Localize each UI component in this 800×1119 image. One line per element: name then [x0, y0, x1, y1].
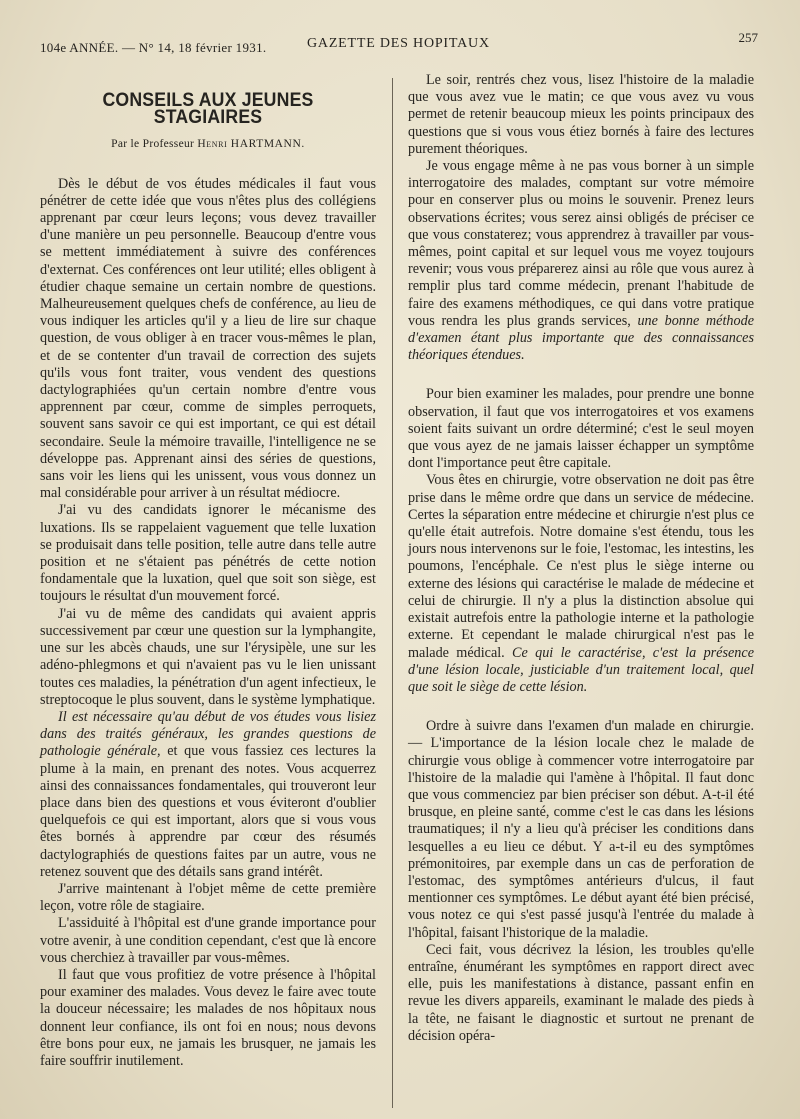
paragraph: J'ai vu des candidats ignorer le mécanisme des luxations. Ils se rappelaient vaguement que telle luxation se produisait dans telle position, telle autre dans telle autre position et ne s'étaient pas pénétrés de cette notion fondamentale que la luxation, quel que soit son siège, est toujours le résultat d'un mouvement forcé.: [40, 502, 376, 605]
section-heading: Ordre à suivre dans l'examen d'un malade en chirurgie.: [426, 718, 754, 735]
byline-prefix: Par le Professeur: [111, 138, 195, 151]
paragraph: [408, 158, 754, 364]
paragraph: Ceci fait, vous décrivez la lésion, les troubles qu'elle entraîne, énumérant les symptômes en rapport direct avec elle, puis les manifestations à distance, passant enfin en revue les divers appareils, examinant le malade des pieds à la tête, ne faisant le diagnostic et surtout ne prenant de décision opéra-: [408, 941, 754, 1044]
paragraph: Il faut que vous profitiez de votre présence à l'hôpital pour examiner des malades. Vous devez le faire avec toute la douceur nécessaire; les malades de nos hôpitaux nous donnent leur confiance, ils ont foi en nous; nous devons être bons pour eux, ne jamais les brusquer, ne jamais les faire souffrir inutilement.: [40, 966, 376, 1069]
paragraph-text: Je vous engage même à ne pas vous borner à un simple interrogatoire des malades, comptant sur votre mémoire pour en conserver plus ou moins le souvenir. Prenez leurs observations écrites; vous serez ainsi obligés de préciser ce que vous constaterez; vous apprendrez à travailler par vous-mêmes, point capital et sur lequel vous me voyez toujours revenir; vous vous préparerez ainsi au rôle que vous aurez à remplir plus tard comme médecin, prenant l'habitude de faire des examens méthodiques, ce qui dans votre pratique vous rendra les plus grands services,: [408, 158, 754, 329]
right-column: [408, 72, 754, 1045]
page-number: 257: [738, 30, 758, 45]
journal-name: GAZETTE DES HOPITAUX: [307, 36, 490, 51]
paragraph-text: — L'importance de la lésion locale chez le malade de chirurgie vous oblige à commencer votre interrogatoire par l'histoire de la maladie qui l'amène à l'hôpital. Il faut donc que vous commenciez par bien préciser son début. A-t-il été brusque, en pleine santé, comme c'est le cas dans les lésions traumatiques; il n'y a lieu qu'à préciser les conditions dans lesquelles a eu lieu ce début. Y a-t-il eu des symptômes prémonitoires, par exemple dans un cas de perforation de l'estomac, des symptômes antérieurs d'ulcus, il faut mentionner ces symptômes. Le début ayant été bien précisé, vous notez ce qui s'est passé jusqu'à l'entrée du malade à l'hôpital, faisant l'historique de la maladie.: [408, 735, 754, 941]
column-divider: [392, 78, 393, 1108]
paragraph: L'assiduité à l'hôpital est d'une grande importance pour votre avenir, à une condition cependant, c'est que là encore vous cherchiez à travailler par vous-mêmes.: [40, 915, 376, 966]
paragraph: Dès le début de vos études médicales il faut vous pénétrer de cette idée que vous n'êtes plus des collégiens apprenant par cœur leurs leçons; vous devez travailler d'une manière un peu personnelle. Beaucoup d'entre vous se mettent immédiatement à suivre des conférences d'externat. Ces conférences ont leur utilité; elles obligent à étudier chaque semaine un certain nombre de questions. Malheureusement quelques chefs de conférence, au lieu de vous indiquer les articles qu'il y a lieu de lire sur chaque question, de vous obliger à en tracer vous-mêmes le plan, et de se contenter d'un travail de correction des sujets qu'ils vous font traiter, vous vendent des questions dactylographiées qu'un certain nombre d'entre vous apprennent par cœur, comme de simples perroquets, souvent sans savoir ce qui est important, ce qui est détail secondaire. Seule la mémoire travaille, l'intelligence ne se développe pas. Apprenant ainsi des séries de questions, sans voir les liens qui les unissent, vous vous donnez un mal considérable pour arriver à un résultat médiocre.: [40, 175, 376, 502]
author-name: Henri HARTMANN.: [197, 138, 305, 151]
paragraph: [408, 472, 754, 696]
italic-emphasis: une bonne méthode d'examen étant plus importante que des connaissances théoriques étendues.: [408, 312, 754, 364]
page-header: [40, 30, 758, 54]
article-byline: [40, 136, 376, 153]
issue-info: 104e ANNÉE. — N° 14, 18 février 1931.: [40, 40, 267, 55]
paragraph-text: Vous êtes en chirurgie, votre observation ne doit pas être prise dans le même ordre que dans un service de médecine. Certes la séparation entre médecine et chirurgie n'est plus ce qu'elle était autrefois. Notre domaine s'est étendu, tous les jours nous intervenons sur le foie, l'estomac, les intestins, les poumons, l'encéphale. Ce n'est plus le siège interne ou externe des lésions qui caractérise le malade de médecine et celui de chirurgie. Il n'y a plus la distinction absolue qui existait autrefois entre la pathologie interne et la pathologie externe. Et cependant le malade chirurgical n'est pas le malade médical.: [408, 472, 754, 661]
italic-emphasis: Il est nécessaire qu'au début de vos études vous lisiez dans des traités généraux, les grandes questions de pathologie générale,: [40, 708, 376, 760]
paragraph: [40, 709, 376, 881]
paragraph-text: et que vous fassiez ces lectures la plume à la main, en prenant des notes. Vous acquerrez ainsi des connaissances fondamentales, qui trouveront leur place dans bien des questions et vous éviteront d'oublier quelquefois ce qui est important, alors que si vous vous êtes bornés à apprendre par cœur des résumés dactylographiés de questions faites par un autre, vous ne retenez souvent que des détails sans grand intérêt.: [40, 743, 376, 880]
left-column: [40, 72, 376, 1070]
paragraph: [408, 718, 754, 942]
italic-emphasis: Ce qui le caractérise, c'est la présence d'une lésion locale, justiciable d'un traitement local, quel que soit le siège de cette lésion.: [408, 644, 754, 695]
article-title: CONSEILS AUX JEUNES STAGIAIRES: [102, 90, 314, 129]
paragraph: Pour bien examiner les malades, pour prendre une bonne observation, il faut que vos interrogatoires et vos examens soient faits suivant un ordre déterminé; c'est le seul moyen que vous ayez de ne jamais laisser échapper un symptôme dont l'importance peut être capitale.: [408, 386, 754, 472]
paragraph: J'ai vu de même des candidats qui avaient appris successivement par cœur une question sur la lymphangite, une sur les abcès chauds, une sur l'érysipèle, une sur les adéno-phlegmons et qui n'avaient pas vu le lien unissant toutes ces maladies, la pénétration d'un agent infectieux, le streptocoque le plus souvent, dans le système lymphatique.: [40, 605, 376, 708]
paragraph: Le soir, rentrés chez vous, lisez l'histoire de la maladie que vous avez vue le matin; ce que vous avez vu vous permet de retenir beaucoup mieux les points principaux des questions que si vous vous étiez bornés à faire des lectures purement théoriques.: [408, 72, 754, 157]
paragraph: J'arrive maintenant à l'objet même de cette première leçon, votre rôle de stagiaire.: [40, 880, 376, 915]
